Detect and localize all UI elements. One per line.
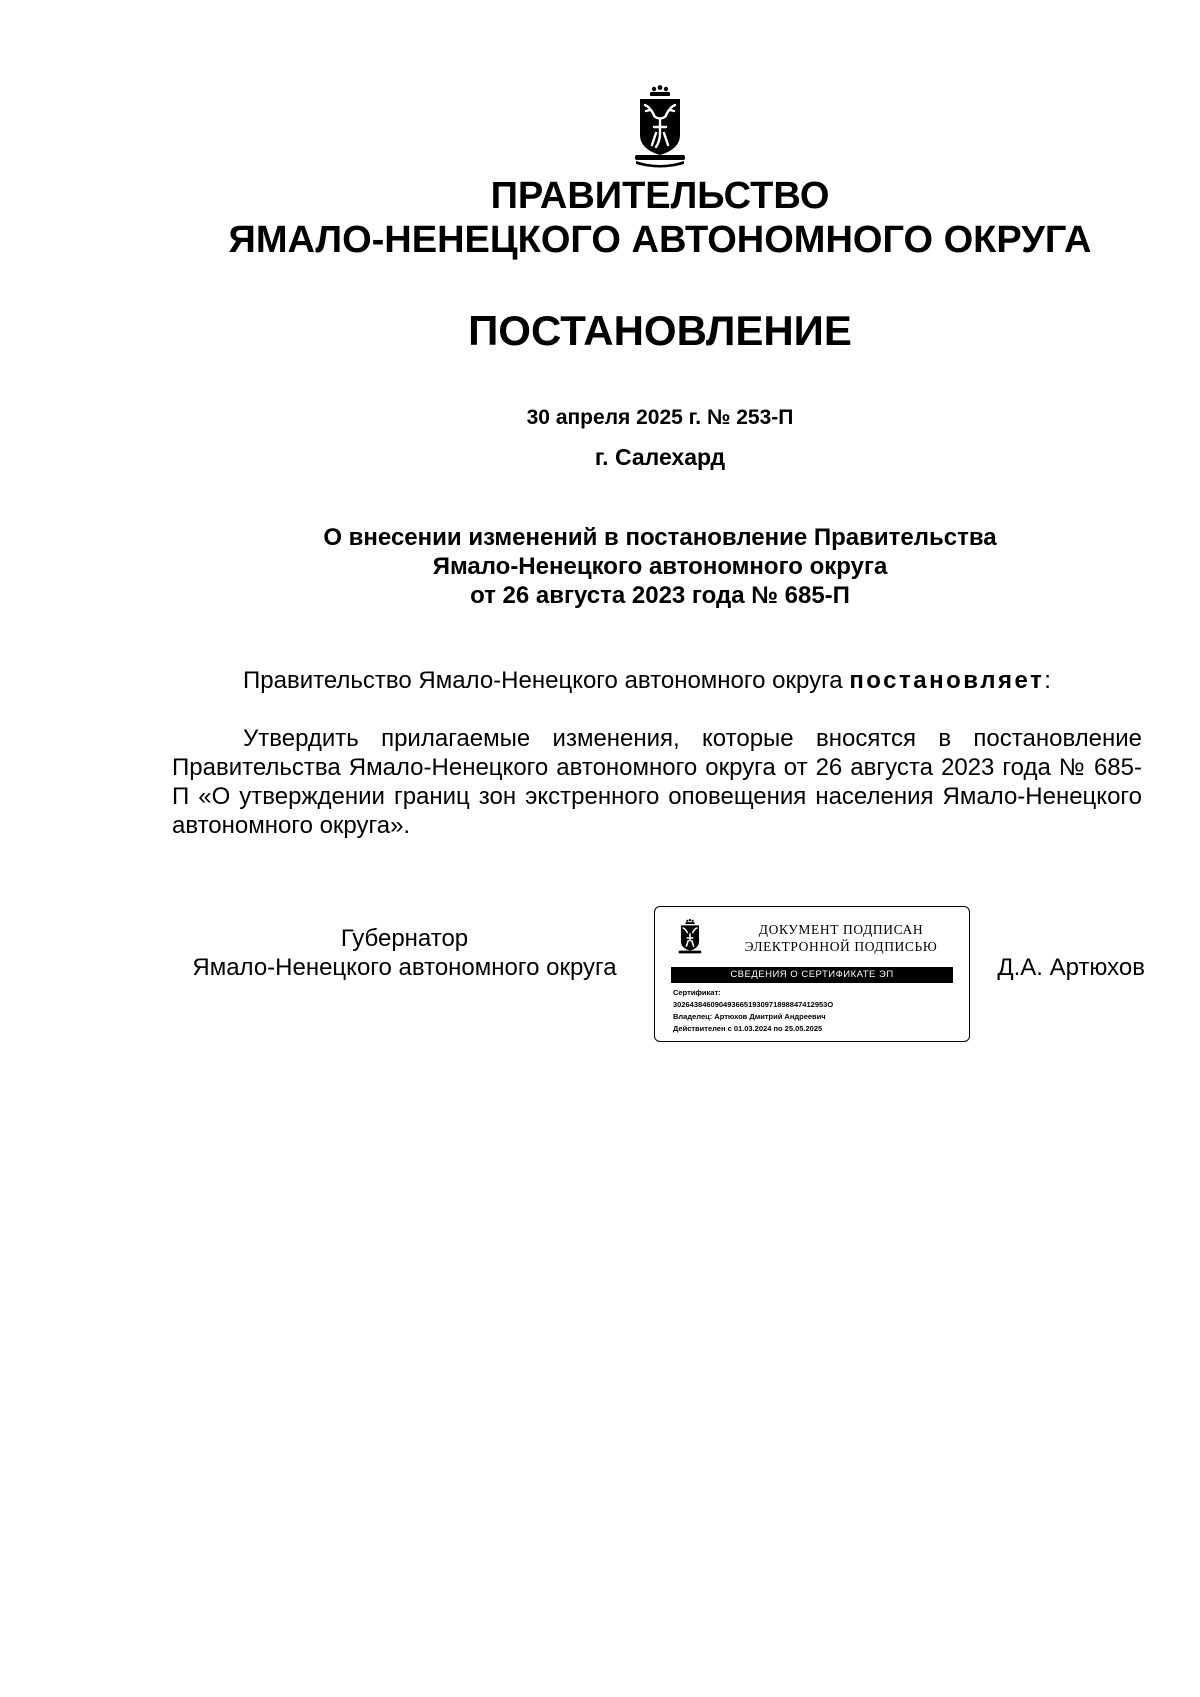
certificate-number: 3026438460904936651930971898847412953О bbox=[673, 1000, 834, 1009]
coat-of-arms-emblem bbox=[632, 85, 688, 169]
preamble-keyword: постановляет bbox=[849, 667, 1045, 694]
signatory-title-line1: Губернатор bbox=[340, 925, 469, 952]
stamp-heading bbox=[721, 921, 961, 955]
decision-paragraph: Утвердить прилагаемые изменения, которые вносятся в постановление Правительства Ямало-Ненецкого автономного округа от 26 августа 2023 года № 685-П «О утверждении границ зон экстренного оповещения населения Ямало-Ненецкого автономного округа». bbox=[172, 725, 1142, 839]
subject-line: от 26 августа 2023 года № 685-П bbox=[470, 582, 850, 609]
stamp-emblem-icon bbox=[677, 919, 703, 957]
stamp-heading-line1: ДОКУМЕНТ ПОДПИСАН bbox=[758, 922, 924, 937]
subject-line: О внесении изменений в постановление Правительства bbox=[323, 524, 997, 551]
government-name-line1: ПРАВИТЕЛЬСТВО bbox=[490, 175, 830, 217]
signer-name: Д.А. Артюхов bbox=[997, 954, 1145, 981]
document-date-number: 30 апреля 2025 г. № 253-П bbox=[526, 406, 794, 429]
preamble-end: : bbox=[1044, 667, 1051, 694]
stamp-details bbox=[673, 987, 833, 1035]
certificate-label: Сертификат: bbox=[673, 988, 721, 997]
document-city: г. Салехард bbox=[594, 444, 726, 470]
document-subject bbox=[0, 523, 1200, 610]
certificate-validity: Действителен с 01.03.2024 по 25.05.2025 bbox=[673, 1024, 823, 1033]
preamble-text: Правительство Ямало-Ненецкого автономного округа bbox=[243, 667, 850, 694]
stamp-certificate-bar: СВЕДЕНИЯ О СЕРТИФИКАТЕ ЭП bbox=[671, 967, 953, 983]
preamble-paragraph bbox=[243, 666, 1051, 696]
electronic-signature-stamp bbox=[654, 906, 970, 1042]
government-name-line2: ЯМАЛО-НЕНЕЦКОГО АВТОНОМНОГО ОКРУГА bbox=[228, 219, 1092, 261]
stamp-heading-line2: ЭЛЕКТРОННОЙ ПОДПИСЬЮ bbox=[744, 939, 938, 954]
document-type-title: ПОСТАНОВЛЕНИЕ bbox=[468, 307, 852, 354]
subject-line: Ямало-Ненецкого автономного округа bbox=[432, 553, 888, 580]
signatory-title-line2: Ямало-Ненецкого автономного округа bbox=[192, 954, 617, 981]
signatory-title bbox=[172, 924, 637, 982]
certificate-owner: Владелец: Артюхов Дмитрий Андреевич bbox=[673, 1012, 826, 1021]
